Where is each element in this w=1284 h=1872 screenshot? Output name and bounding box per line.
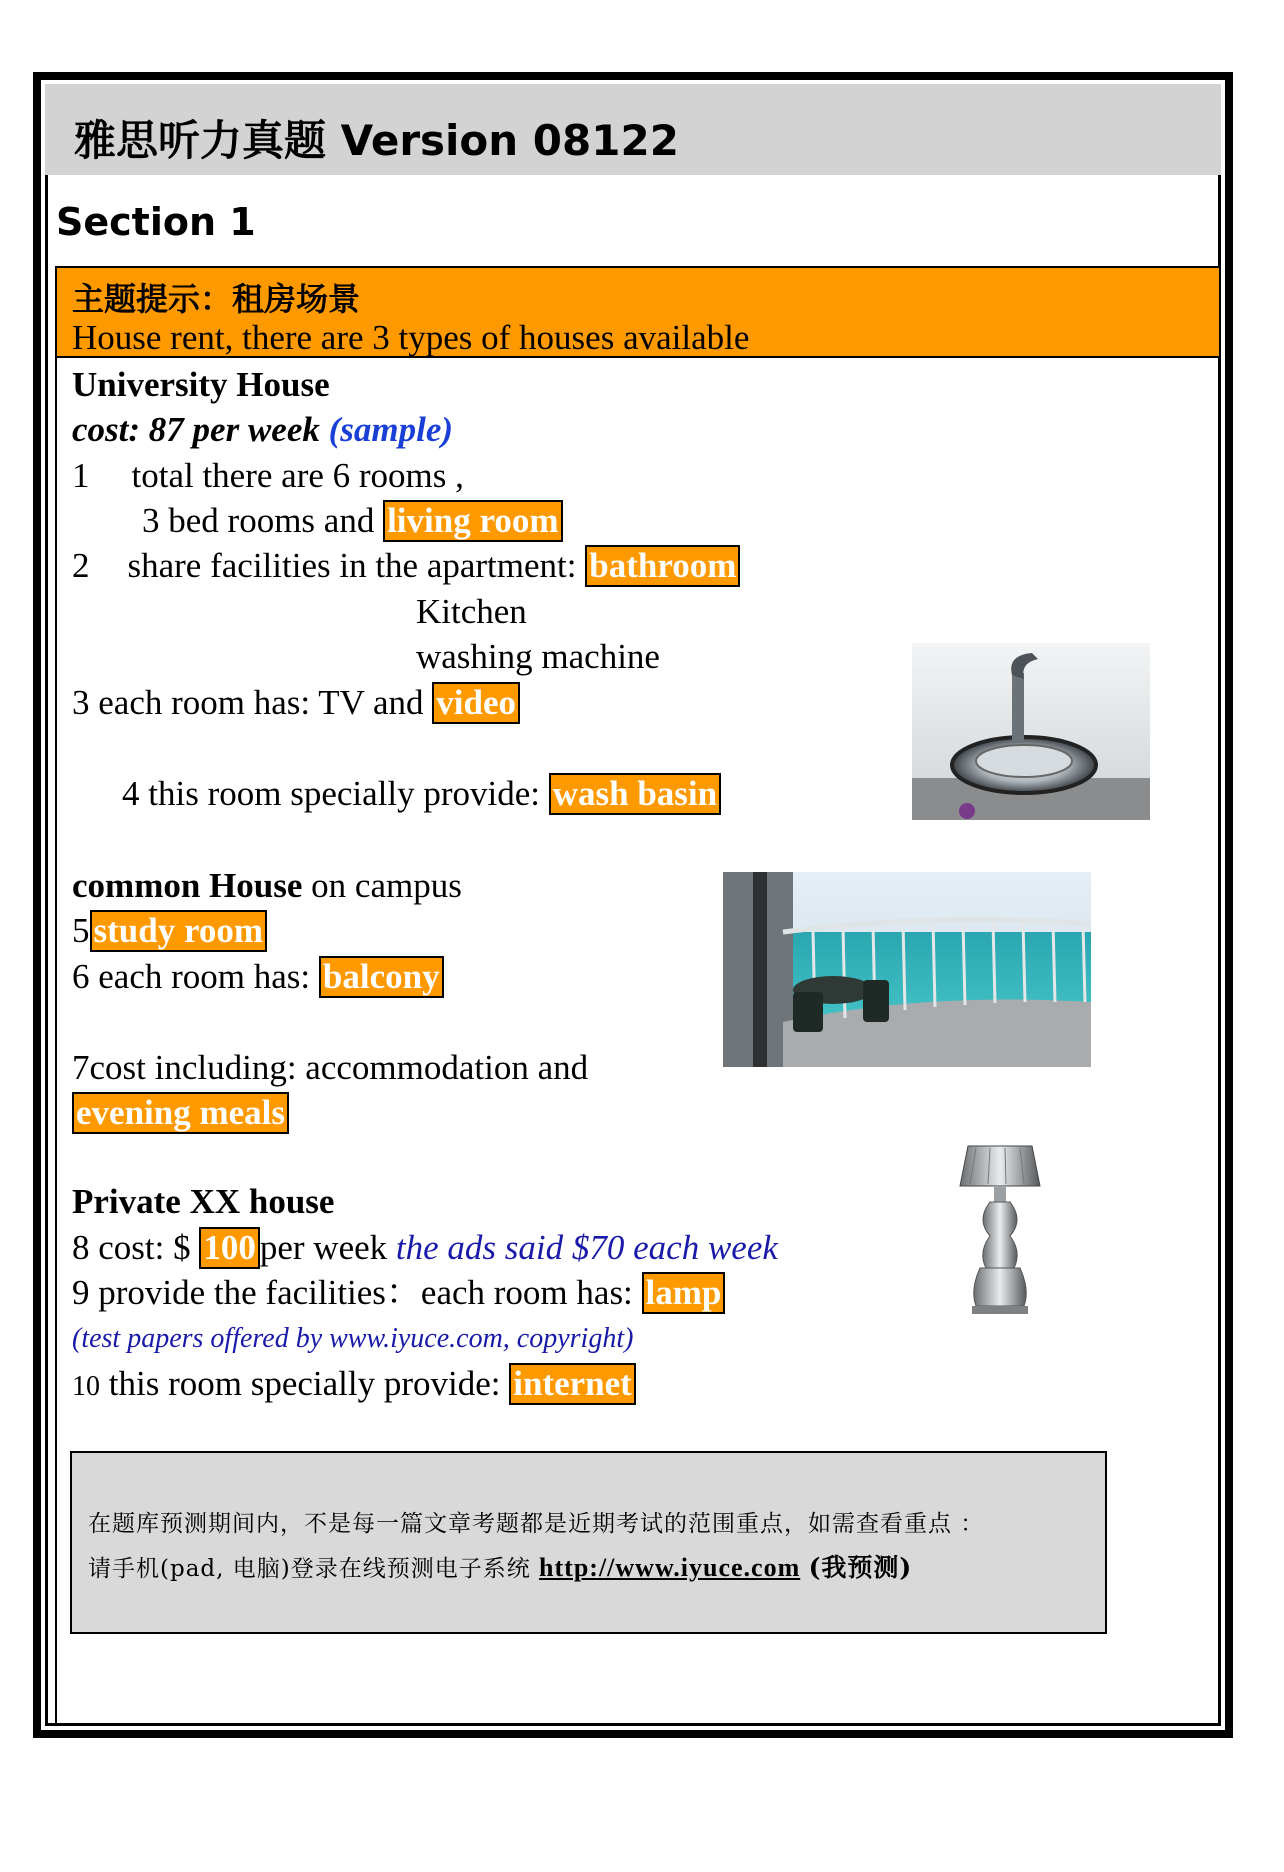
- private-title: Private XX house: [72, 1182, 335, 1221]
- copyright-note: (test papers offered by www.iyuce.com, copyright): [72, 1323, 634, 1354]
- question-5: [72, 910, 267, 952]
- answer-study-room: study room: [90, 910, 268, 952]
- theme-description: House rent, there are 3 types of houses available: [72, 318, 750, 357]
- question-10: [72, 1363, 636, 1408]
- q2-item-kitchen: Kitchen: [416, 592, 527, 631]
- question-6: [72, 956, 444, 998]
- q2-text: share facilities in the apartment:: [127, 546, 577, 585]
- answer-lamp: lamp: [642, 1272, 726, 1314]
- answer-bathroom: bathroom: [585, 545, 740, 587]
- question-1b: [142, 500, 563, 542]
- q1-text: total there are 6 rooms ,: [131, 456, 464, 495]
- answer-internet: internet: [509, 1363, 636, 1405]
- sample-label: (sample): [328, 410, 454, 449]
- common-title-suffix: on campus: [311, 866, 462, 905]
- notice-prefix: 请手机(pad, 电脑)登录在线预测电子系统: [88, 1556, 531, 1582]
- wash-basin-image: [912, 643, 1150, 820]
- question-3: [72, 682, 520, 724]
- q5-number: 5: [72, 911, 90, 950]
- q1-number: 1: [72, 456, 90, 495]
- q8-suffix: per week: [259, 1228, 388, 1267]
- q10-text: this room specially provide:: [108, 1364, 501, 1403]
- question-2: [72, 545, 740, 587]
- q6-text: 6 each room has:: [72, 957, 311, 996]
- q9-text: 9 provide the facilities：each room has:: [72, 1273, 633, 1312]
- q8-note: the ads said $70 each week: [395, 1228, 778, 1267]
- q1b-text: 3 bed rooms and: [142, 501, 375, 540]
- university-cost: [72, 409, 453, 451]
- notice-line-1: 在题库预测期间内，不是每一篇文章考题都是近期考试的范围重点，如需查看重点 ：: [88, 1511, 985, 1537]
- notice-box: [70, 1451, 1107, 1634]
- question-7: 7cost including: accommodation and: [72, 1048, 589, 1087]
- q2-number: 2: [72, 546, 90, 585]
- question-9: [72, 1272, 725, 1314]
- notice-line-2: [88, 1548, 912, 1584]
- question-1: [72, 455, 464, 497]
- answer-video: video: [432, 682, 520, 724]
- answer-living-room: living room: [383, 500, 562, 542]
- section-heading: Section 1: [56, 200, 256, 244]
- q2-item-washing-machine: washing machine: [416, 637, 660, 676]
- cost-text: cost: 87 per week: [72, 410, 320, 449]
- question-8: [72, 1227, 778, 1269]
- balcony-image: [723, 872, 1091, 1067]
- answer-evening-meals: evening meals: [72, 1092, 289, 1134]
- answer-100: 100: [199, 1227, 260, 1269]
- q3-text: 3 each room has: TV and: [72, 683, 424, 722]
- lamp-image: [950, 1140, 1050, 1320]
- theme-label: 主题提示：租房场景: [72, 280, 361, 318]
- q8-text: 8 cost: $: [72, 1228, 191, 1267]
- page-title: 雅思听力真题 Version 08122: [74, 116, 679, 165]
- q10-number: 10: [72, 1371, 100, 1402]
- q4-text: 4 this room specially provide:: [122, 774, 540, 813]
- question-7-answer-line: [72, 1092, 289, 1134]
- question-4: [122, 773, 721, 815]
- notice-suffix: (我预测): [808, 1553, 913, 1582]
- common-title: common House: [72, 866, 303, 905]
- answer-wash-basin: wash basin: [549, 773, 721, 815]
- university-title: University House: [72, 365, 330, 404]
- answer-balcony: balcony: [319, 956, 444, 998]
- common-house-heading: [72, 865, 462, 907]
- iyuce-link[interactable]: http://www.iyuce.com: [539, 1553, 801, 1582]
